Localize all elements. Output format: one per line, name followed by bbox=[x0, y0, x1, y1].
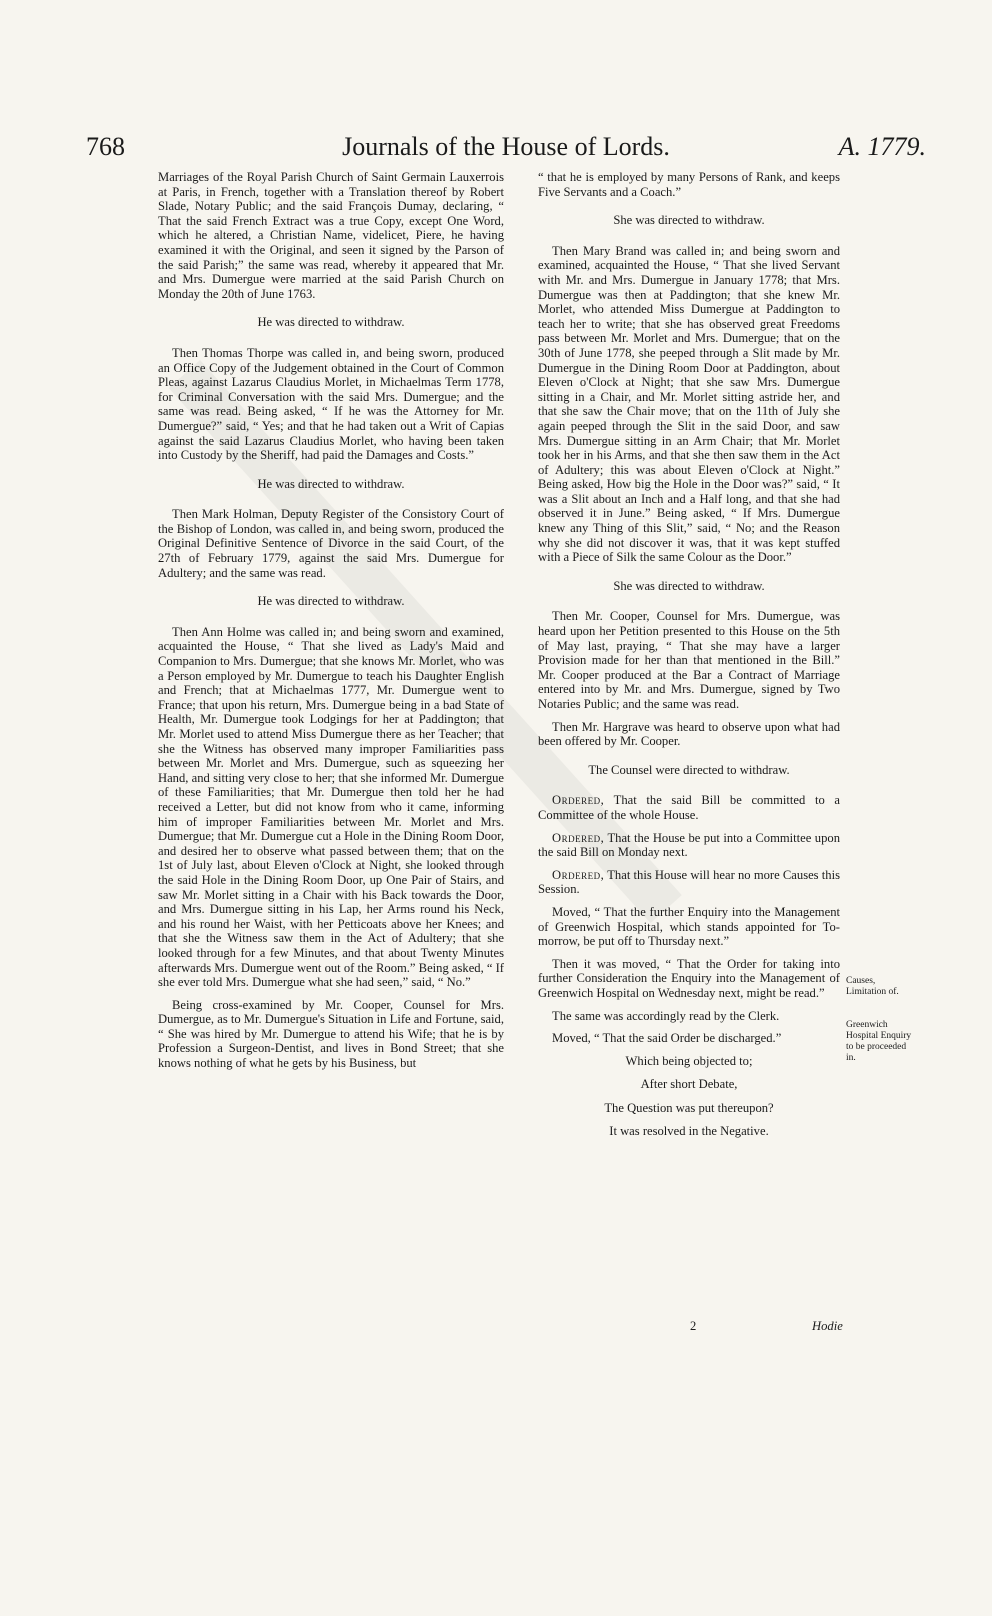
paragraph: Marriages of the Royal Parish Church of Saint Germain Lauxerrois at Paris, in French, together with a Translation thereof by Robert Slade, Notary Public; and the said François Dumay, declaring, “ That the said French Extract was a true Copy, except One Word, which he altered, a Christian Name, videlicet, Piere, he having examined it with the Original, and seen it signed by the Parson of the said Parish;” the same was read, whereby it appeared that Mr. and Mrs. Dumergue were married at the said Parish Church on Monday the 20th of June 1763. bbox=[158, 170, 504, 301]
paragraph: Being cross-examined by Mr. Cooper, Counsel for Mrs. Dumergue, as to Mr. Dumergue's Situation in Life and Fortune, said, “ She was hired by Mr. Dumergue to attend his Wife; that he is by Profession a Surgeon-Dentist, and lives in Bond Street; that she knows nothing of what he gets by his Business, but bbox=[158, 997, 504, 1071]
margin-note: Greenwich Hospital Enquiry to be proceeded in. bbox=[846, 1020, 912, 1063]
paragraph: Moved, “ That the said Order be discharged.” bbox=[552, 1031, 782, 1046]
closing-line: After short Debate, bbox=[640, 1077, 738, 1092]
direction-line: The Counsel were directed to withdraw. bbox=[588, 762, 790, 777]
paragraph: Then Mr. Hargrave was heard to observe upon what had been offered by Mr. Cooper. bbox=[538, 719, 840, 749]
paragraph: Then it was moved, “ That the Order for taking into further Consideration the Enquiry into the Management of Greenwich Hospital on Wednesday next, might be read.” bbox=[538, 956, 840, 1000]
order-text: That the House be put into a Committee upon the said Bill on Monday next. bbox=[538, 830, 840, 860]
paragraph: Then Mr. Cooper, Counsel for Mrs. Dumergue, was heard upon her Petition presented to this House on the 5th of May last, praying, “ That she may have a larger Provision made for her than that mentioned in the Bill.” Mr. Cooper produced at the Bar a Contract of Marriage entered into by Mr. and Mrs. Dumergue, signed by Two Notaries Public; and the same was read. bbox=[538, 609, 840, 711]
paragraph: Then Mary Brand was called in; and being sworn and examined, acquainted the House, “ That she lived Servant with Mr. and Mrs. Dumergue in January 1778; that Mrs. Dumergue was then at Paddington; that she knew Mr. Morlet, who attended Miss Dumergue at Paddington to teach her to write; that she has observed great Freedoms pass between Mr. Morlet and Mrs. Dumergue; that on the 30th of June 1778, she peeped through a Slit made by Mr. Dumergue in the Dining Room Door at Paddington, about Eleven o'Clock at Night; that she saw Mrs. Dumergue sitting in a Chair, and Mr. Morlet sitting astride her, and that she saw the Chair move; that on the 11th of July she again peeped through the Slit in the said Door, and saw Mrs. Dumergue sitting in an Arm Chair; that Mr. Morlet took her in his Arms, and that she then saw them in the Act of Adultery; this was about Eleven o'Clock at Night.” Being asked, How big the Hole in the Door was?” said, “ It was a Slit about an Inch and a Half long, and that she had observed it in June.” Being asked, “ If Mrs. Dumergue knew any Thing of this Slit,” said, “ No; and the Reason why she did not discover it was, that it was kept stuffed with a Piece of Silk the same Colour as the Door.” bbox=[538, 243, 840, 565]
direction-line: She was directed to withdraw. bbox=[613, 578, 765, 593]
left-column bbox=[158, 170, 504, 1079]
direction-line: He was directed to withdraw. bbox=[257, 476, 405, 491]
direction-line: He was directed to withdraw. bbox=[257, 315, 405, 330]
ordered-word: Ordered, bbox=[552, 867, 605, 882]
margin-note: Causes, Limitation of. bbox=[846, 976, 899, 997]
order-text: That the said Bill be committed to a Committee of the whole House. bbox=[538, 793, 840, 822]
order-paragraph bbox=[538, 831, 840, 860]
paragraph: Moved, “ That the further Enquiry into the Management of Greenwich Hospital, which stands appointed for To-morrow, be put off to Thursday next.” bbox=[538, 904, 840, 949]
paragraph: “ that he is employed by many Persons of Rank, and keeps Five Servants and a Coach.” bbox=[538, 170, 840, 199]
closing-line: It was resolved in the Negative. bbox=[609, 1124, 769, 1139]
order-paragraph bbox=[538, 868, 840, 897]
right-column bbox=[538, 170, 840, 1148]
direction-line: He was directed to withdraw. bbox=[257, 594, 405, 609]
year-heading: A. 1779. bbox=[838, 132, 926, 161]
order-paragraph bbox=[538, 793, 840, 822]
page-number: 768 bbox=[86, 132, 125, 161]
paragraph: Then Ann Holme was called in; and being sworn and examined, acquainted the House, “ That she lived as Lady's Maid and Companion to Mrs. Dumergue; that she knows Mr. Morlet, who was a Person employed by Mr. Dumergue to teach his Daughter English and French; that at Michaelmas 1777, Mr. Dumergue went to France; that upon his return, Mrs. Dumergue being in a bad State of Health, Mr. Dumergue took Lodgings for her at Paddington; that Mr. Morlet used to attend Miss Dumergue there as her Teacher; that she the Witness has observed many improper Familiarities pass between Mr. Morlet and Mrs. Dumergue, such as squeezing her Hand, and sitting very close to her; that she informed Mr. Dumergue of these Familiarities; that Mr. Dumergue then told her he had received a Letter, but did not know from who it came, informing him of improper Familiarities between Mr. Morlet and Mrs. Dumergue; that Mr. Dumergue cut a Hole in the Dining Room Door, and desired her to observe what passed between them; that on the 1st of July last, about Eleven o'Clock at Night, she looked through the said Hole in the Dining Room Door, up One Pair of Stairs, and saw Mr. Morlet sitting in a Chair with his Back towards the Door, and Mrs. Dumergue sitting in his Lap, her Arms round his Neck, and his round her Waist, with her Petticoats above her Knees; and that she the Witness saw them in the Act of Adultery; that she looked through for a few Minutes, and that about Twenty Minutes afterwards Mrs. Dumergue went out of the Room.” Being asked, “ If she ever told Mrs. Dumergue what she had seen,” said, “ No.” bbox=[158, 624, 505, 990]
closing-line: Which being objected to; bbox=[625, 1053, 753, 1068]
ordered-word: Ordered, bbox=[552, 793, 605, 808]
order-text: That this House will hear no more Causes this Session. bbox=[538, 867, 840, 897]
ordered-word: Ordered, bbox=[552, 830, 605, 845]
running-title: Journals of the House of Lords. bbox=[342, 132, 670, 161]
direction-line: She was directed to withdraw. bbox=[613, 213, 765, 228]
page-header bbox=[86, 128, 926, 168]
paragraph: Then Thomas Thorpe was called in, and being sworn, produced an Office Copy of the Judgement obtained in the Court of Common Pleas, against Lazarus Claudius Morlet, in Michaelmas Term 1778, for Criminal Conversation with the said Mrs. Dumergue; and the same was read. Being asked, “ If he was the Attorney for Mr. Dumergue?” said, “ Yes; and that he had taken out a Writ of Capias against the said Lazarus Claudius Morlet, who having been taken into Custody by the Sheriff, had paid the Damages and Costs.” bbox=[158, 345, 504, 463]
closing-line: The Question was put thereupon? bbox=[604, 1100, 774, 1115]
catchword: Hodie bbox=[812, 1319, 843, 1333]
paragraph: The same was accordingly read by the Clerk. bbox=[552, 1008, 780, 1023]
signature-mark: 2 bbox=[690, 1319, 697, 1333]
paragraph: Then Mark Holman, Deputy Register of the Consistory Court of the Bishop of London, was called in, and being sworn, produced the Original Definitive Sentence of Divorce in the said Court, of the 27th of February 1779, against the said Mrs. Dumergue for Adultery; and the same was read. bbox=[158, 507, 504, 580]
